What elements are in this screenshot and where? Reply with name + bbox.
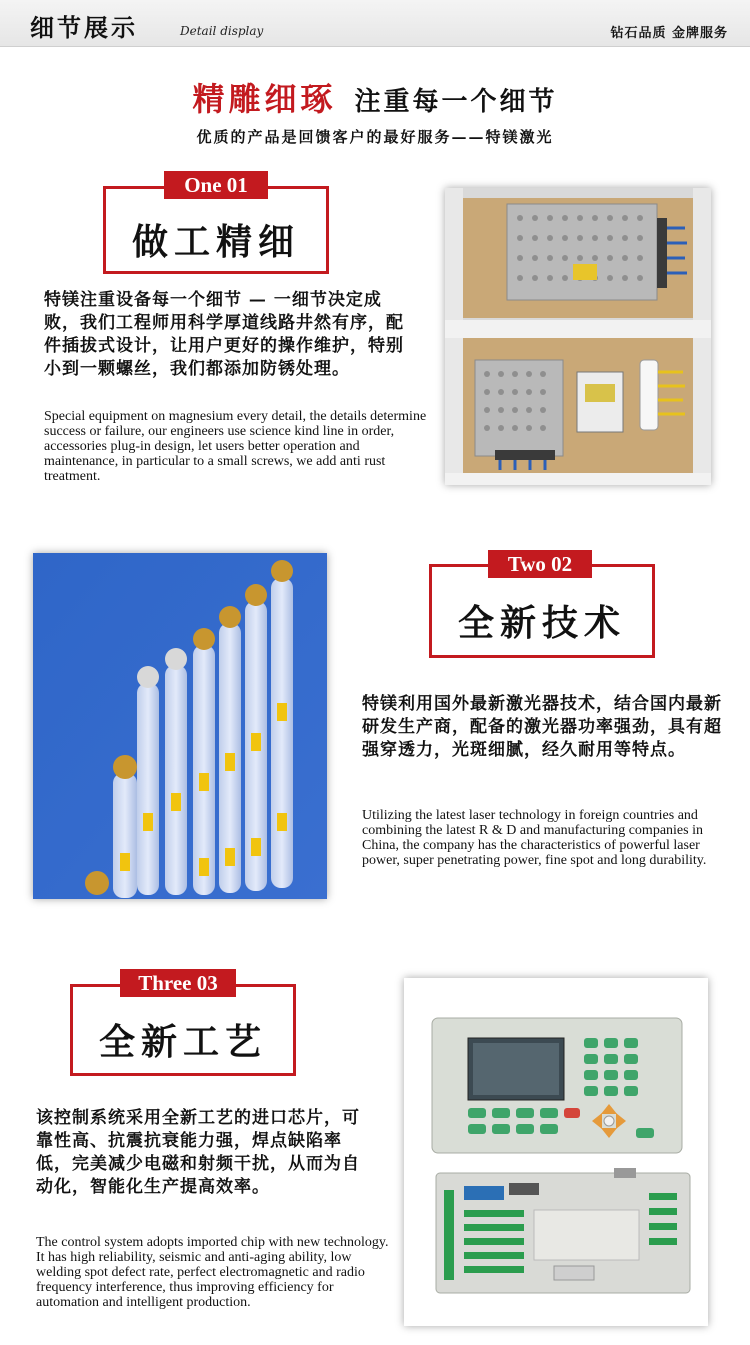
section-2-cn-text: 特镁利用国外最新激光器技术，结合国内最新研发生产商，配备的激光器功率强劲，具有超强穿透力，光斑细腻，经久耐用等特点。 [362,694,722,760]
section-3-cn-text: 该控制系统采用全新工艺的进口芯片，可靠性高、抗震抗衰能力强，焊点缺陷率低，完美减少电磁和射频干扰，从而为自动化，智能化生产提高效率。 [36,1108,360,1197]
section-2-title: 全新技术 [457,602,626,644]
control-system-photo [404,978,708,1326]
slogan [0,74,750,120]
section-3-title: 全新工艺 [98,1021,267,1063]
section-3-title-frame [70,984,296,1076]
header-title-en: Detail display [180,24,264,38]
section-2-title-frame [429,564,655,658]
laser-tubes-photo [33,553,327,899]
section-1-title-frame [103,186,329,274]
section-3-en-text: The control system adopts imported chip with new technology. It has high reliability, seismic and anti-aging ability, low welding spot defect rate, perfect electromagnetic and radio frequency interference, thus improving efficiency for automation and intelligent production. [36,1235,389,1310]
section-2-en-text: Utilizing the latest laser technology in foreign countries and combining the latest R & D and manufacturing companies in China, the company has the characteristics of powerful laser power, super penetrating power, fine spot and long durability. [362,808,707,868]
section-1-cn-text: 特镁注重设备每一个细节 — 一细节决定成败，我们工程师用科学厚道线路井然有序，配件插拔式设计，让用户更好的操作维护，特别小到一颗螺丝，我们都添加防锈处理。 [44,290,404,379]
slogan-black: 注重每一个细节 [354,87,558,117]
sub-slogan: 优质的产品是回馈客户的最好服务——特镁激光 [196,128,554,146]
section-1-title: 做工精细 [131,221,300,263]
section-3-tag: Three 03 [120,969,236,997]
section-1-tag: One 01 [164,171,268,199]
slogan-red: 精雕细琢 [192,80,337,118]
electrical-cabinet-photo [445,188,711,485]
section-2-tag: Two 02 [488,550,592,578]
header-right-text: 钻石品质 金牌服务 [610,26,728,41]
header-title-cn: 细节展示 [30,13,138,42]
section-1-en-text: Special equipment on magnesium every detail, the details determine success or failure, our engineers use science kind line in order, accessories plug-in design, let users better operation and maintenance, in particular to a small screws, we add anti rust treatment. [44,409,427,484]
